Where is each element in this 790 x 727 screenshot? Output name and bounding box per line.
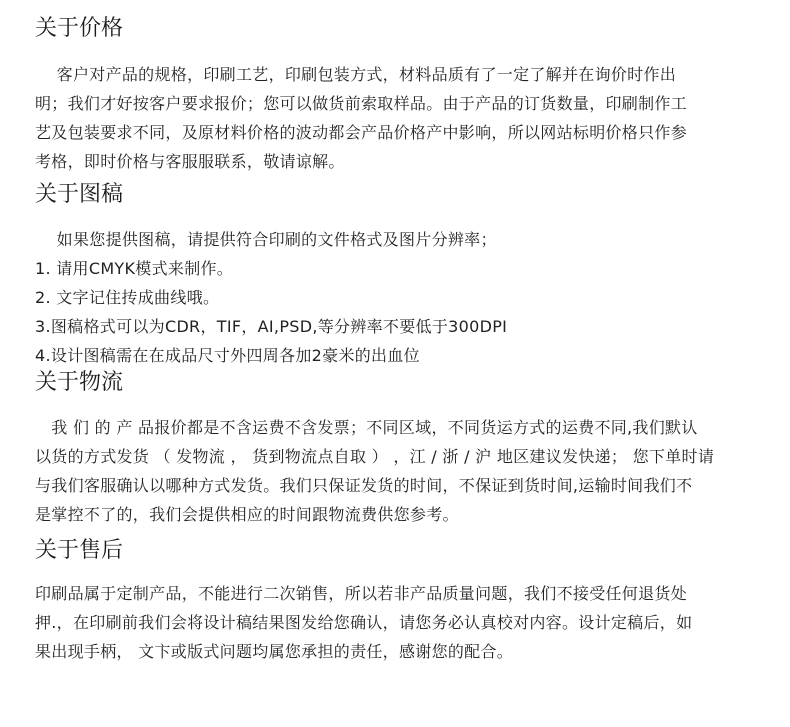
text-line: 1. 请用CMYK模式来制作。 — [35, 259, 234, 278]
text-line: 明；我们才好按客户要求报价；您可以做货前索取样品。由于产品的订货数量，印刷制作工 — [35, 94, 688, 113]
text-line: 考格，即时价格与客服服联系，敬请谅解。 — [35, 152, 345, 171]
text-line: 艺及包装要求不同，及原材料价格的波动都会产品价格产中影响，所以网站标明价格只作参 — [35, 123, 688, 142]
text-line: 我 们 的 产 品报价都是不含运费不含发票；不同区域，不同货运方式的运费不同,我们默认 — [35, 418, 698, 437]
section-body — [35, 225, 765, 370]
section-after-sales — [0, 536, 790, 661]
section-price — [0, 14, 790, 171]
text-line: 是掌控不了的，我们会提供相应的时间跟物流费供您参考。 — [35, 505, 459, 524]
text-line: 客户对产品的规格，印刷工艺，印刷包装方式，材料品质有了一定了解并在询价时作出 — [35, 65, 677, 84]
section-body — [35, 413, 775, 529]
text-line: 果出现手柄， 文卞或版式问题均属您承担的责任，感谢您的配合。 — [35, 642, 514, 661]
text-line: 押.，在印刷前我们会将设计稿结果图发给您确认，请您务必认真校对内容。设计定稿后，如 — [35, 613, 693, 632]
section-artwork — [0, 180, 790, 365]
section-body — [35, 60, 765, 176]
section-heading: 关于图稿 — [35, 182, 124, 207]
text-line: 3.图稿格式可以为CDR，TIF，AI,PSD,等分辨率不要低于300DPI — [35, 317, 508, 336]
section-heading: 关于物流 — [35, 370, 124, 395]
text-line: 4.设计图稿需在在成品尺寸外四周各加2豪米的出血位 — [35, 346, 420, 365]
text-line: 与我们客服确认以哪种方式发货。我们只保证发货的时间，不保证到货时间,运输时间我们不 — [35, 476, 693, 495]
text-line: 2. 文字记住抟成曲线哦。 — [35, 288, 220, 307]
section-heading: 关于售后 — [35, 538, 124, 563]
text-line: 印刷品属于定制产品，不能进行二次销售，所以若非产品质量问题，我们不接受任何退货处 — [35, 584, 688, 603]
section-heading: 关于价格 — [35, 16, 124, 41]
text-line: 以货的方式发货 （ 发物流 ， 货到物流点自取 ） ，江 / 浙 / 沪 地区建议发快递； 您下单时请 — [35, 447, 715, 466]
text-line: 如果您提供图稿，请提供符合印刷的文件格式及图片分辨率； — [35, 230, 497, 249]
section-logistics — [0, 368, 790, 524]
section-body — [35, 579, 775, 666]
